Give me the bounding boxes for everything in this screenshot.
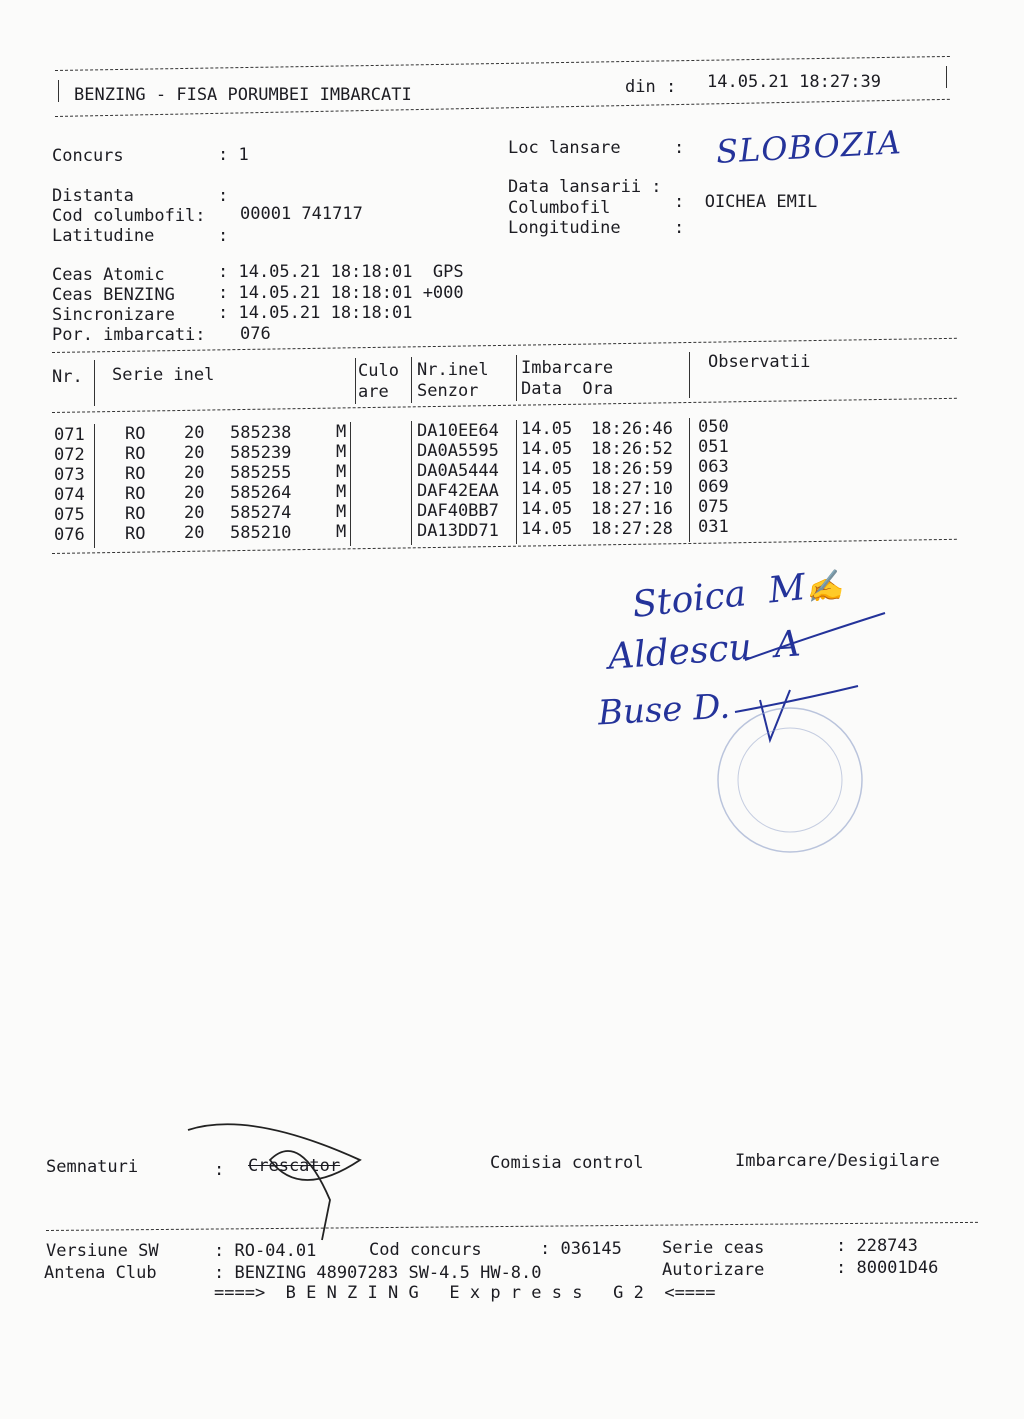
- cell-nr: 071: [54, 425, 85, 445]
- cell-year: 20: [184, 503, 205, 523]
- serie-ceas-value: : 228743: [836, 1236, 918, 1256]
- porumbei-imbarcati-value: 076: [240, 324, 271, 344]
- cell-data: 14.05: [521, 459, 573, 479]
- table-header-bottom-border: [52, 398, 957, 413]
- document-title: BENZING - FISA PORUMBEI IMBARCATI: [74, 85, 412, 105]
- cell-data: 14.05: [521, 519, 573, 539]
- signature-buse: Buse D.: [597, 686, 732, 734]
- col-sep-nr-header: [94, 360, 95, 406]
- cell-observatii: 069: [698, 477, 729, 497]
- header-observatii: Observatii: [708, 352, 811, 372]
- cell-ora: 18:27:28: [591, 519, 673, 539]
- cell-ora: 18:26:52: [591, 439, 673, 459]
- sincronizare-value: : 14.05.21 18:18:01: [218, 303, 413, 323]
- cell-senzor: DA0A5595: [417, 441, 499, 461]
- cell-senzor: DAF42EAA: [417, 481, 499, 501]
- distanta-value: :: [218, 186, 229, 206]
- cell-observatii: 050: [698, 417, 729, 437]
- signature-stoica: Stoica M✍: [630, 566, 845, 626]
- crescator-label: Crescator: [248, 1156, 341, 1176]
- versiune-sw-value: : RO-04.01: [214, 1241, 317, 1261]
- cell-country: RO: [125, 464, 146, 484]
- latitudine-value: :: [218, 226, 229, 246]
- cell-senzor: DA13DD71: [417, 521, 499, 541]
- col-sep-senzor-header: [516, 355, 517, 401]
- cell-year: 20: [184, 523, 205, 543]
- col-sep-serie-header: [355, 358, 356, 404]
- header-imbarcare-2: Data Ora: [521, 379, 614, 399]
- header-serie-inel: Serie inel: [112, 365, 215, 385]
- cod-concurs-label: Cod concurs: [369, 1240, 482, 1260]
- cell-nr: 076: [54, 525, 85, 545]
- concurs-label: Concurs: [52, 146, 124, 166]
- cod-columbofil-value: 00001 741717: [240, 204, 363, 224]
- cell-senzor: DA10EE64: [417, 421, 499, 441]
- header-culoare-2: are: [358, 382, 389, 402]
- table-row: [0, 517, 1024, 545]
- cell-country: RO: [125, 424, 146, 444]
- cell-ring: 585210: [230, 523, 292, 543]
- table-row: [0, 417, 1024, 445]
- cell-nr: 075: [54, 505, 85, 525]
- cell-ring: 585255: [230, 463, 292, 483]
- cell-ora: 18:26:46: [591, 419, 673, 439]
- cell-senzor: DAF40BB7: [417, 501, 499, 521]
- cell-country: RO: [125, 484, 146, 504]
- cell-observatii: 063: [698, 457, 729, 477]
- cod-concurs-value: : 036145: [540, 1239, 622, 1259]
- sincronizare-label: Sincronizare: [52, 305, 175, 325]
- ceas-atomic-value: : 14.05.21 18:18:01 GPS: [218, 262, 464, 282]
- header-top-border: [55, 56, 950, 71]
- cell-ora: 18:26:59: [591, 459, 673, 479]
- table-row: [0, 457, 1024, 485]
- comisia-control-label: Comisia control: [490, 1153, 644, 1173]
- header-imbarcare-1: Imbarcare: [521, 358, 614, 378]
- ceas-atomic-label: Ceas Atomic: [52, 265, 165, 285]
- columbofil-value: : OICHEA EMIL: [674, 192, 818, 212]
- longitudine-label: Longitudine: [508, 218, 621, 238]
- cell-year: 20: [184, 423, 205, 443]
- print-date-value: 14.05.21 18:27:39: [707, 72, 881, 92]
- cell-sex: M: [336, 442, 347, 462]
- concurs-value: : 1: [218, 145, 249, 165]
- header-culoare-1: Culo: [358, 361, 399, 381]
- antena-club-value: : BENZING 48907283 SW-4.5 HW-8.0: [214, 1263, 542, 1283]
- cell-year: 20: [184, 443, 205, 463]
- ceas-benzing-label: Ceas BENZING: [52, 285, 175, 305]
- autorizare-label: Autorizare: [662, 1260, 765, 1280]
- cell-year: 20: [184, 483, 205, 503]
- cell-observatii: 051: [698, 437, 729, 457]
- table-row: [0, 437, 1024, 465]
- semnaturi-sep: :: [214, 1160, 225, 1180]
- print-date-label: din :: [625, 77, 677, 97]
- cell-country: RO: [125, 524, 146, 544]
- cell-data: 14.05: [521, 439, 573, 459]
- columbofil-label: Columbofil: [508, 198, 611, 218]
- cell-sex: M: [336, 482, 347, 502]
- table-row: [0, 497, 1024, 525]
- cell-nr: 073: [54, 465, 85, 485]
- col-sep-imbarcare-header: [689, 352, 690, 398]
- cell-senzor: DA0A5444: [417, 461, 499, 481]
- cell-year: 20: [184, 463, 205, 483]
- cell-ora: 18:27:16: [591, 499, 673, 519]
- col-sep-culo-header: [411, 357, 412, 403]
- cell-observatii: 075: [698, 497, 729, 517]
- cell-ora: 18:27:10: [591, 479, 673, 499]
- autorizare-value: : 80001D46: [836, 1258, 939, 1278]
- cell-sex: M: [336, 502, 347, 522]
- latitudine-label: Latitudine: [52, 226, 155, 246]
- cell-data: 14.05: [521, 419, 573, 439]
- cell-nr: 072: [54, 445, 85, 465]
- cell-country: RO: [125, 504, 146, 524]
- cell-sex: M: [336, 462, 347, 482]
- cell-data: 14.05: [521, 479, 573, 499]
- cell-ring: 585264: [230, 483, 292, 503]
- longitudine-value: :: [674, 218, 685, 238]
- header-left-edge: [58, 80, 59, 102]
- semnaturi-label: Semnaturi: [46, 1157, 139, 1177]
- ceas-benzing-value: : 14.05.21 18:18:01 +000: [218, 283, 464, 303]
- header-nr: Nr.: [52, 367, 83, 387]
- versiune-sw-label: Versiune SW: [46, 1241, 159, 1261]
- cell-ring: 585239: [230, 443, 292, 463]
- data-lansarii-label: Data lansarii :: [508, 177, 662, 197]
- cell-nr: 074: [54, 485, 85, 505]
- cell-sex: M: [336, 522, 347, 542]
- cell-data: 14.05: [521, 499, 573, 519]
- distanta-label: Distanta: [52, 186, 134, 206]
- signature-aldescu: Aldescu A: [606, 623, 802, 678]
- cell-observatii: 031: [698, 517, 729, 537]
- loc-lansare-handwritten: SLOBOZIA: [715, 123, 903, 171]
- cell-country: RO: [125, 444, 146, 464]
- header-nr-inel-2: Senzor: [417, 381, 479, 401]
- serie-ceas-label: Serie ceas: [662, 1238, 765, 1258]
- loc-lansare-sep: :: [674, 138, 685, 158]
- header-right-edge: [946, 66, 947, 88]
- imbarcare-desigilare-label: Imbarcare/Desigilare: [735, 1151, 940, 1171]
- footer-separator: [46, 1222, 978, 1231]
- cell-ring: 585238: [230, 423, 292, 443]
- antena-club-label: Antena Club: [44, 1263, 157, 1283]
- header-nr-inel-1: Nr.inel: [417, 360, 489, 380]
- porumbei-imbarcati-label: Por. imbarcati:: [52, 325, 206, 345]
- benzing-express-banner: ====> B E N Z I N G E x p r e s s G 2 <====: [214, 1283, 716, 1303]
- cell-sex: M: [336, 422, 347, 442]
- table-row: [0, 477, 1024, 505]
- cell-ring: 585274: [230, 503, 292, 523]
- cod-columbofil-label: Cod columbofil:: [52, 206, 206, 226]
- loc-lansare-label: Loc lansare: [508, 138, 621, 158]
